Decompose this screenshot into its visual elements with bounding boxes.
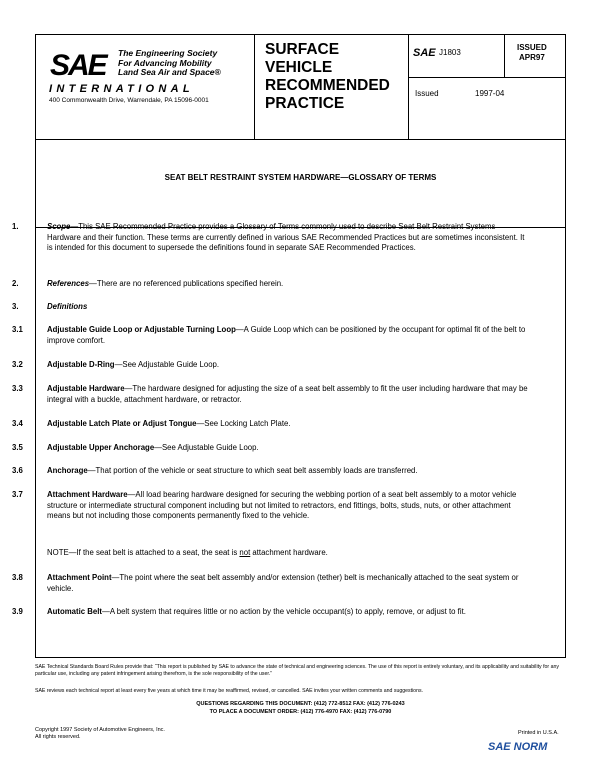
order-contact: TO PLACE A DOCUMENT ORDER: (412) 776-4970 FAX: (412) 776-0790 (209, 709, 392, 715)
issued-date: 1997-04 (475, 89, 505, 98)
printed-in: Printed in U.S.A. (518, 730, 559, 736)
definition-number: 3.2 (12, 360, 23, 369)
sae-logo: SAE (50, 49, 106, 82)
questions-contact: QUESTIONS REGARDING THIS DOCUMENT: (412) 772-8512 FAX: (412) 776-0243 (196, 701, 405, 707)
document-type-title: SURFACE VEHICLE RECOMMENDED PRACTICE (254, 35, 431, 139)
issued-label: Issued (415, 89, 439, 98)
definition-number: 3.4 (12, 419, 23, 428)
definition-3-6: Anchorage—That portion of the vehicle or seat structure to which seat belt assembly loads are transferred. (47, 466, 418, 475)
definition-number: 3.7 (12, 490, 23, 499)
definition-number: 3.8 (12, 573, 23, 582)
definition-number: 3.9 (12, 607, 23, 616)
section-definitions: Definitions (47, 302, 88, 311)
section-number: 1. (12, 222, 19, 231)
definition-number: 3.3 (12, 384, 23, 393)
definition-3-1: Adjustable Guide Loop or Adjustable Turning Loop—A Guide Loop which can be positioned by the occupant for optimal fit of the belt to improve comfort. (47, 325, 526, 345)
sae-norm-logo: SAE NORM (488, 741, 548, 753)
issue-status: ISSUED APR97 (517, 43, 547, 62)
definition-number: 3.5 (12, 443, 23, 452)
section-number: 3. (12, 302, 19, 311)
definition-3-5: Adjustable Upper Anchorage—See Adjustable Guide Loop. (47, 443, 259, 452)
document-title: SEAT BELT RESTRAINT SYSTEM HARDWARE—GLOSSARY OF TERMS (164, 173, 437, 182)
doc-number: J1803 (439, 48, 461, 57)
definition-3-2: Adjustable D-Ring—See Adjustable Guide Loop. (47, 360, 220, 369)
society-tagline: The Engineering Society For Advancing Mobility Land Sea Air and Space® (118, 48, 221, 77)
international-wordmark: INTERNATIONAL (49, 83, 194, 95)
definition-3-8: Attachment Point—The point where the seat belt assembly and/or extension (tether) belt is mechanically attached to the seat system or vehicle. (47, 573, 519, 593)
definition-3-4: Adjustable Latch Plate or Adjust Tongue—See Locking Latch Plate. (47, 419, 291, 428)
section-references: References—There are no referenced publications specified herein. (47, 279, 284, 288)
definition-3-7: Attachment Hardware—All load bearing hardware designed for securing the webbing portion of a seat belt assembly to a motor vehicle structure or intermediate structural component including but not limited to retractors, end fittings, bolts, studs, nuts, or other attachment means but not including those components permanently fixed to the vehicle. (47, 490, 517, 521)
definition-3-9: Automatic Belt—A belt system that requires little or no action by the vehicle occupant(s) to apply, remove, or adjust to fit. (47, 607, 466, 616)
header-row (36, 35, 565, 140)
definition-number: 3.1 (12, 325, 23, 334)
definition-3-3: Adjustable Hardware—The hardware designed for adjusting the size of a seat belt assembly to fit the user including hardware that may be integral with a buckle, attachment hardware, or retractor. (47, 384, 528, 404)
doc-sae-logo: SAE (413, 47, 436, 59)
note: NOTE—If the seat belt is attached to a seat, the seat is not attachment hardware. (47, 548, 328, 557)
section-number: 2. (12, 279, 19, 288)
address: 400 Commonwealth Drive, Warrendale, PA 15096-0001 (49, 97, 209, 104)
review-notice: SAE reviews each technical report at least every five years at which time it may be reaffirmed, revised, or cancelled. SAE invites your written comments and suggestions. (35, 688, 423, 694)
section-scope: Scope—This SAE Recommended Practice provides a Glossary of Terms commonly used to describe Seat Belt Restraint Systems Hardware and their function. These terms are currently defined in various SAE Recommended Practices but are sometimes inconsistent. It is intended for this document to supersede the definitions found in separate SAE Recommended Practices. (47, 222, 525, 253)
sae-logo-block (36, 35, 254, 139)
document-id-block (408, 35, 566, 139)
copyright: Copyright 1997 Society of Automotive Engineers, Inc. All rights reserved. (35, 727, 165, 740)
disclaimer: SAE Technical Standards Board Rules provide that: “This report is published by SAE to advance the state of technical and engineering sciences. The use of this report is entirely voluntary, and its applicability and suitability for any particular use, including any patent infringement arising therefrom, is the sole responsibility of the user.” (35, 664, 559, 677)
definition-number: 3.6 (12, 466, 23, 475)
